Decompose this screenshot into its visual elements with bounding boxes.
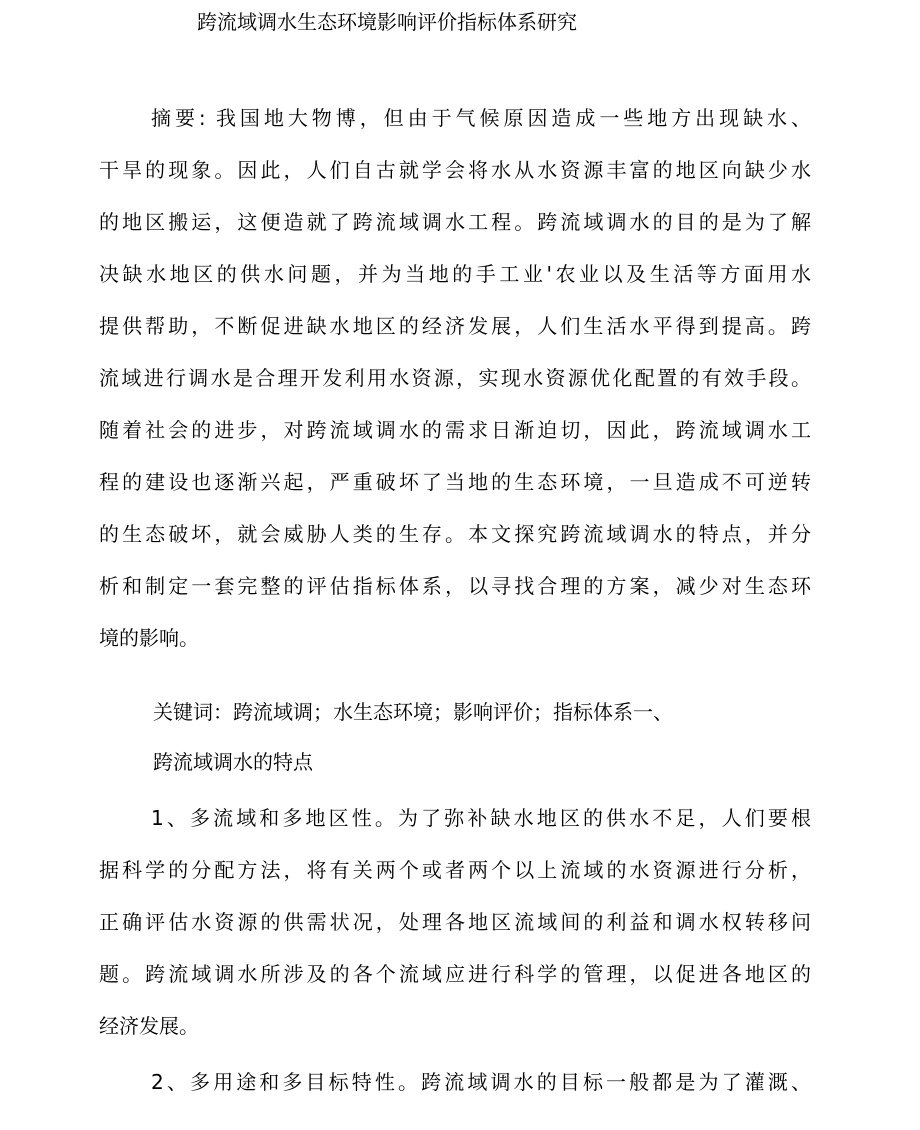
text-line: 1、多流域和多地区性。为了弥补缺水地区的供水不足，人们要根 <box>151 806 811 830</box>
keywords-line: 关键词：跨流域调；水生态环境；影响评价；指标体系一、 <box>153 700 673 724</box>
text-line: 据科学的分配方法，将有关两个或者两个以上流域的水资源进行分析， <box>99 858 811 882</box>
text-line: 析和制定一套完整的评估指标体系，以寻找合理的方案，减少对生态环 <box>99 574 811 598</box>
abstract-paragraph <box>99 92 811 664</box>
text-line: 经济发展。 <box>99 1014 199 1038</box>
text-line: 正确评估水资源的供需状况，处理各地区流域间的利益和调水权转移问 <box>99 910 811 934</box>
point-one-paragraph <box>99 792 811 1052</box>
text-line: 境的影响。 <box>99 626 199 650</box>
text-line: 提供帮助，不断促进缺水地区的经济发展，人们生活水平得到提高。跨 <box>99 314 811 338</box>
section-heading: 跨流域调水的特点 <box>153 750 313 774</box>
text-line: 流域进行调水是合理开发利用水资源，实现水资源优化配置的有效手段。 <box>99 366 811 390</box>
text-line: 摘要: 我国地大物博，但由于气候原因造成一些地方出现缺水、 <box>151 106 811 130</box>
document-title: 跨流域调水生态环境影响评价指标体系研究 <box>197 10 577 34</box>
text-line: 干旱的现象。因此，人们自古就学会将水从水资源丰富的地区向缺少水 <box>99 158 811 182</box>
text-line: 决缺水地区的供水问题，并为当地的手工业'农业以及生活等方面用水 <box>99 262 811 286</box>
text-line: 程的建设也逐渐兴起，严重破坏了当地的生态环境，一旦造成不可逆转 <box>99 470 811 494</box>
text-line: 的地区搬运，这便造就了跨流域调水工程。跨流域调水的目的是为了解 <box>99 210 811 234</box>
text-line: 题。跨流域调水所涉及的各个流域应进行科学的管理，以促进各地区的 <box>99 962 811 986</box>
point-two-paragraph <box>99 1056 811 1108</box>
text-line: 的生态破坏，就会威胁人类的生存。本文探究跨流域调水的特点，并分 <box>99 522 811 546</box>
text-line: 2、多用途和多目标特性。跨流域调水的目标一般都是为了灌溉、 <box>151 1070 811 1094</box>
text-line: 随着社会的进步，对跨流域调水的需求日渐迫切，因此，跨流域调水工 <box>99 418 811 442</box>
